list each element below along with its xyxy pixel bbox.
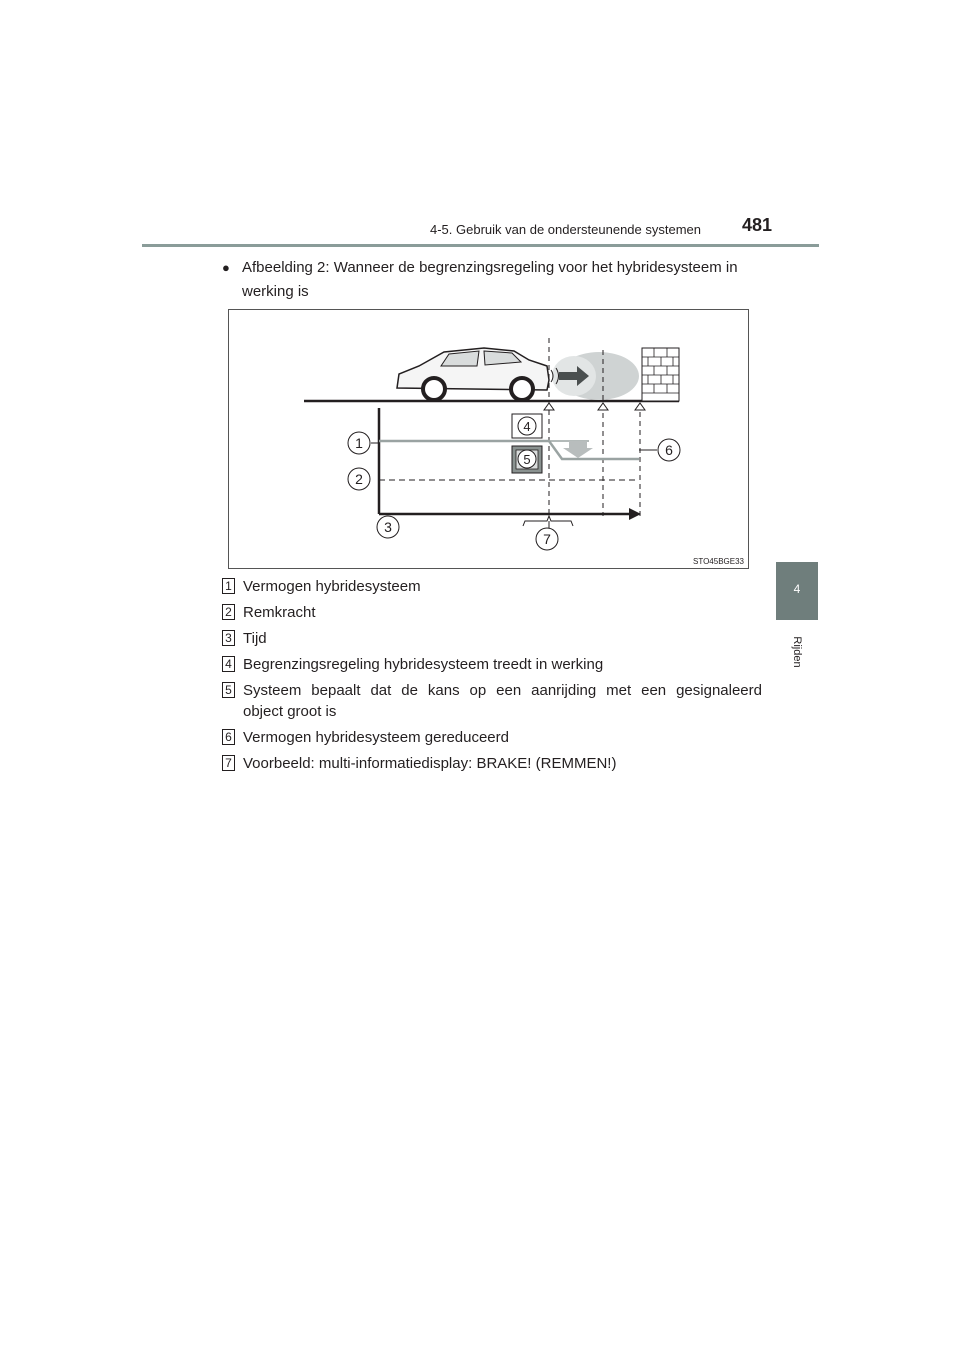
legend-number: 6 <box>222 729 235 745</box>
header-divider <box>142 244 819 247</box>
legend-text-line1: Systeem bepaalt dat de kans op een aanrijding met een gesignaleerd <box>243 682 762 699</box>
legend-text: Vermogen hybridesysteem <box>243 578 421 595</box>
legend-text-line2: object groot is <box>243 703 337 720</box>
legend-text: Voorbeeld: multi-informatiedisplay: BRAKE! (REMMEN!) <box>243 755 617 772</box>
callout-label: 3 <box>384 519 392 535</box>
bullet-text: Afbeelding 2: Wanneer de begrenzingsregeling voor het hybridesysteem in werking is <box>242 259 738 300</box>
chapter-tab <box>776 562 818 620</box>
marker-triangle <box>635 403 645 410</box>
callout-label: 4 <box>523 419 531 434</box>
figure-diagram <box>229 310 750 570</box>
callout-2 <box>348 468 370 490</box>
chapter-label: Rijden <box>791 636 803 668</box>
callout-label: 7 <box>543 531 551 547</box>
legend-number: 4 <box>222 656 235 672</box>
page-number: 481 <box>742 215 773 235</box>
callout-4 <box>518 417 536 435</box>
legend-item <box>222 576 762 597</box>
callout-6 <box>658 439 680 461</box>
legend-number: 3 <box>222 630 235 646</box>
power-line <box>379 441 639 459</box>
section-title: 4-5. Gebruik van de ondersteunende systemen <box>430 222 702 237</box>
callout-3 <box>377 516 399 538</box>
legend-number: 1 <box>222 578 235 594</box>
callout-1 <box>348 432 370 454</box>
callout-label: 5 <box>523 452 531 467</box>
callout-label: 1 <box>355 435 363 451</box>
legend-text: Begrenzingsregeling hybridesysteem treedt in werking <box>243 656 604 673</box>
legend-item <box>222 628 762 649</box>
legend-number: 7 <box>222 755 235 771</box>
callout-5 <box>518 450 536 468</box>
figure-code: STO45BGE33 <box>693 557 744 566</box>
callout-label: 2 <box>355 471 363 487</box>
legend-text <box>243 680 762 722</box>
marker-triangle <box>544 403 554 410</box>
bullet-icon: ● <box>222 260 230 275</box>
legend-number: 5 <box>222 682 235 698</box>
legend-text: Tijd <box>243 630 267 647</box>
x-axis-arrow <box>629 508 641 520</box>
legend-item <box>222 654 762 675</box>
legend-item <box>222 753 762 774</box>
legend-list <box>222 576 762 779</box>
car-icon <box>397 348 559 400</box>
figure-illustration <box>228 309 749 569</box>
legend-text: Vermogen hybridesysteem gereduceerd <box>243 729 509 746</box>
legend-item <box>222 680 762 722</box>
marker-triangle <box>598 403 608 410</box>
legend-item <box>222 602 762 623</box>
bracket <box>523 516 573 526</box>
chapter-number: 4 <box>793 582 801 596</box>
legend-number: 2 <box>222 604 235 620</box>
brick-wall-icon <box>642 348 679 401</box>
legend-item <box>222 727 762 748</box>
callout-7 <box>536 528 558 550</box>
legend-text: Remkracht <box>243 604 316 621</box>
callout-label: 6 <box>665 442 673 458</box>
reduction-arrow-icon <box>563 441 593 458</box>
